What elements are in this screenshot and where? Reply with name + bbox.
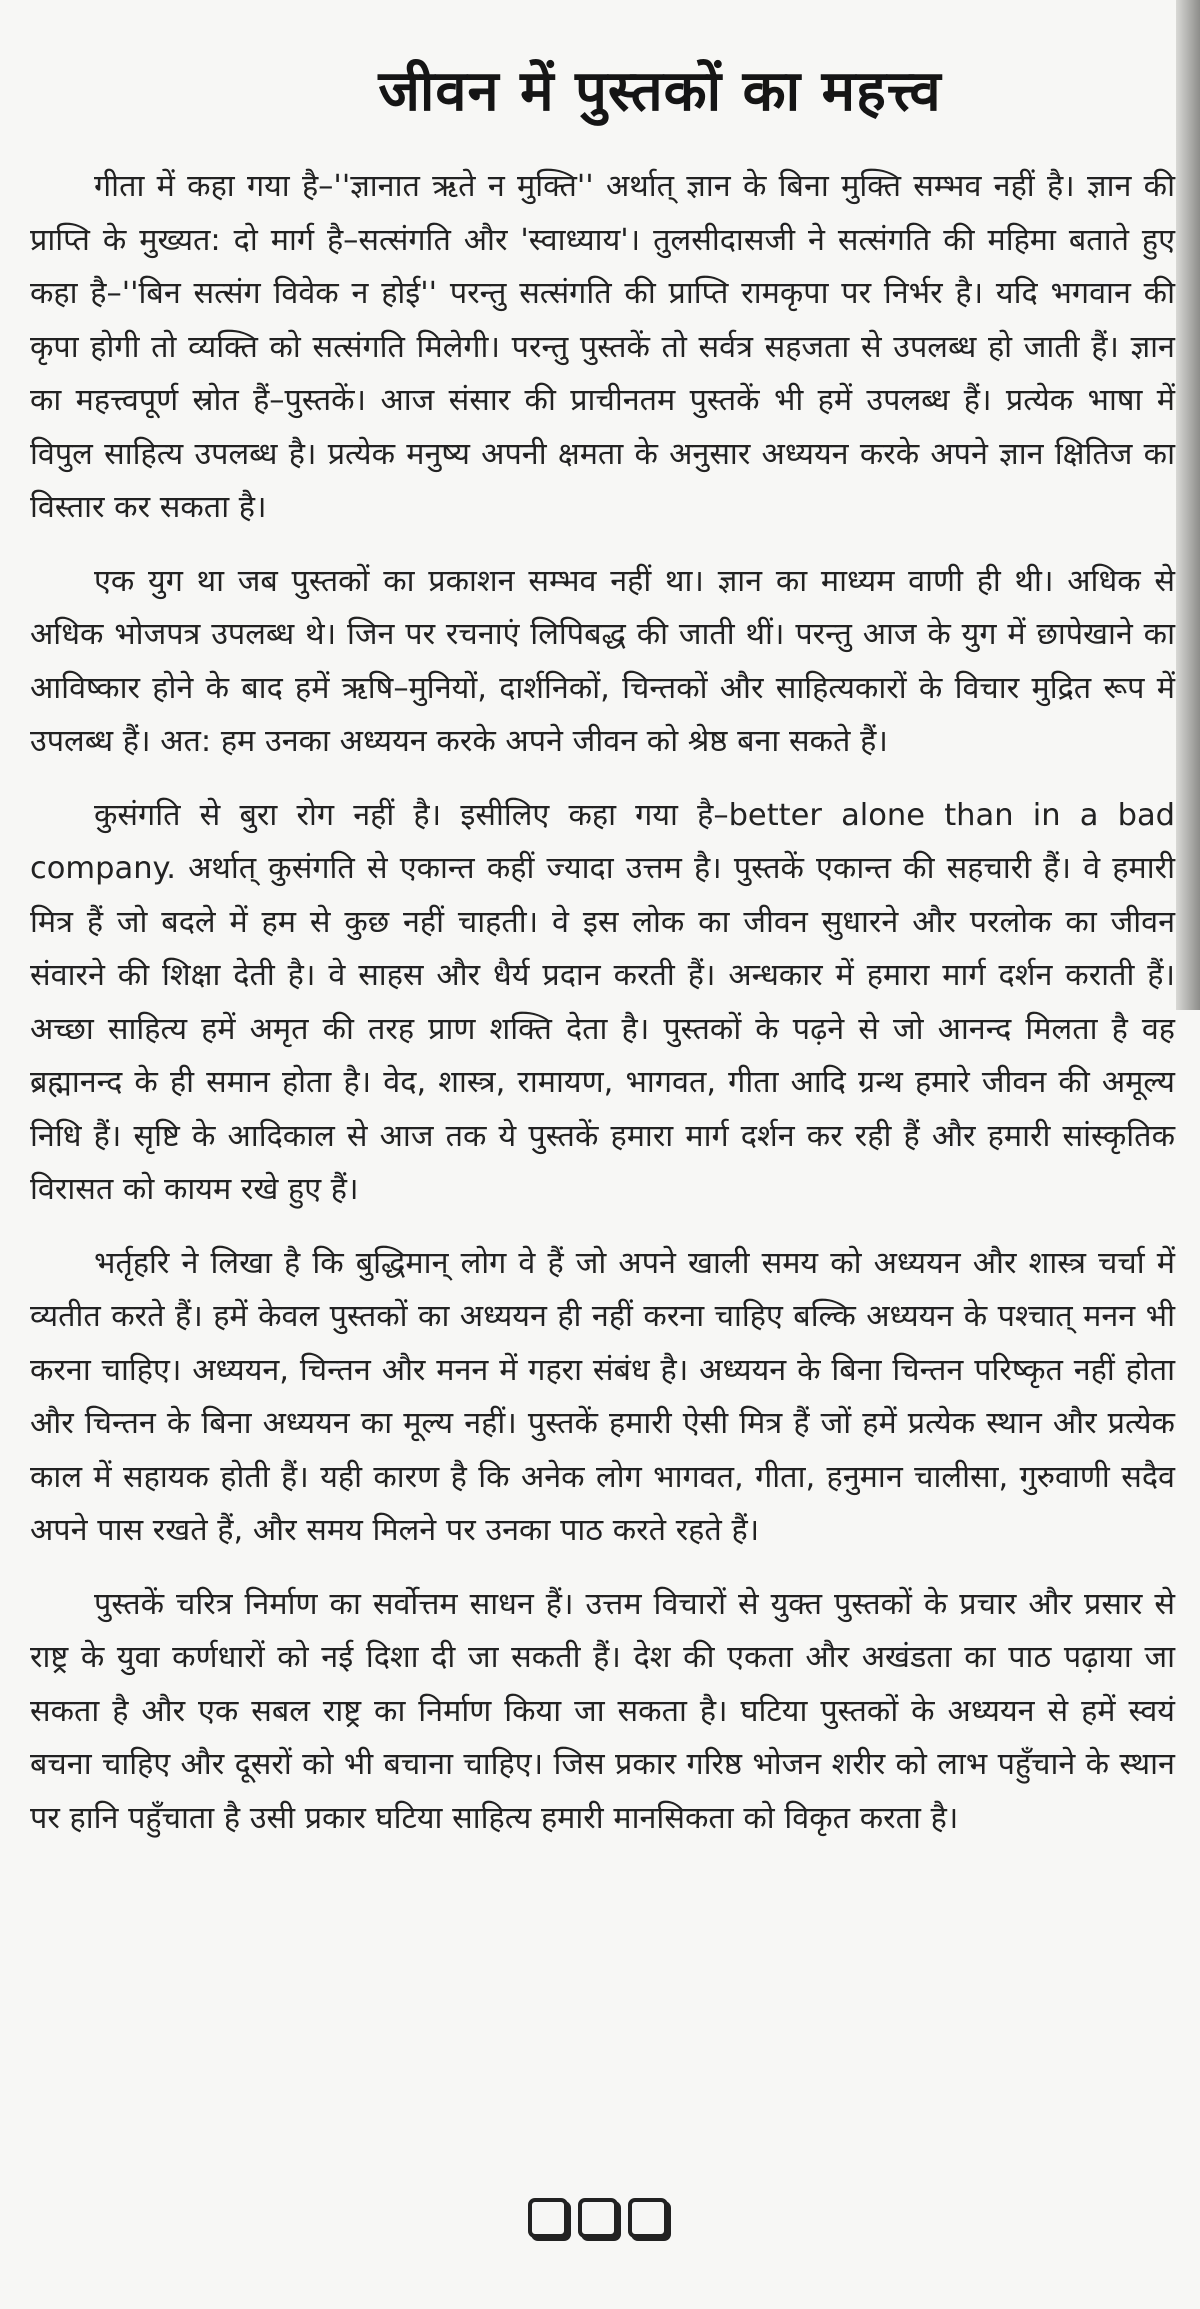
end-mark [528,2198,668,2238]
square-box-icon [578,2198,618,2238]
square-box-icon [528,2198,568,2238]
page-title: जीवन में पुस्तकों का महत्त्व [378,59,942,124]
paragraph-5: पुस्तकें चरित्र निर्माण का सर्वोत्तम साधन हैं। उत्तम विचारों से युक्त पुस्तकों के प्रचार और प्रसार से राष्ट्र के युवा कर्णधारों को नई दिशा दी जा सकती हैं। देश की एकता और अखंडता का पाठ पढ़ाया जा सकता है और एक सबल राष्ट्र का निर्माण किया जा सकता है। घटिया पुस्तकों के अध्ययन से हमें स्वयं बचना चाहिए और दूसरों को भी बचाना चाहिए। जिस प्रकार गरिष्ठ भोजन शरीर को लाभ पहुँचाने के स्थान पर हानि पहुँचाता है उसी प्रकार घटिया साहित्य हमारी मानसिकता को विकृत करता है। [30,1586,1175,1836]
paragraph-1: गीता में कहा गया है–''ज्ञानात ऋते न मुक्ति'' अर्थात् ज्ञान के बिना मुक्ति सम्भव नहीं है। ज्ञान की प्राप्ति के मुख्यत: दो मार्ग है–सत्संगति और 'स्वाध्याय'। तुलसीदासजी ने सत्संगति की महिमा बताते हुए कहा है–''बिन सत्संग विवेक न होई'' परन्तु सत्संगति की प्राप्ति रामकृपा पर निर्भर है। यदि भगवान की कृपा होगी तो व्यक्ति को सत्संगति मिलेगी। परन्तु पुस्तकें तो सर्वत्र सहजता से उपलब्ध हो जाती हैं। ज्ञान का महत्त्वपूर्ण स्रोत हैं–पुस्तकें। आज संसार की प्राचीनतम पुस्तकें भी हमें उपलब्ध हैं। प्रत्येक भाषा में विपुल साहित्य उपलब्ध है। प्रत्येक मनुष्य अपनी क्षमता के अनुसार अध्ययन करके अपने ज्ञान क्षितिज का विस्तार कर सकता है। [30,169,1175,525]
paragraph-2: एक युग था जब पुस्तकों का प्रकाशन सम्भव नहीं था। ज्ञान का माध्यम वाणी ही थी। अधिक से अधिक भोजपत्र उपलब्ध थे। जिन पर रचनाएं लिपिबद्ध की जाती थीं। परन्तु आज के युग में छापेखाने का आविष्कार होने के बाद हमें ऋषि–मुनियों, दार्शनिकों, चिन्तकों और साहित्यकारों के विचार मुद्रित रूप में उपलब्ध हैं। अत: हम उनका अध्ययन करके अपने जीवन को श्रेष्ठ बना सकते हैं। [30,563,1175,759]
square-box-icon [628,2198,668,2238]
essay-body [30,160,1175,1865]
page-edge-shadow [1176,0,1200,1010]
paragraph-3: कुसंगति से बुरा रोग नहीं है। इसीलिए कहा गया है–better alone than in a bad company. अर्थात् कुसंगति से एकान्त कहीं ज्यादा उत्तम है। पुस्तकें एकान्त की सहचारी हैं। वे हमारी मित्र हैं जो बदले में हम से कुछ नहीं चाहती। वे इस लोक का जीवन सुधारने और परलोक का जीवन संवारने की शिक्षा देती है। वे साहस और धैर्य प्रदान करती हैं। अन्धकार में हमारा मार्ग दर्शन कराती हैं। अच्छा साहित्य हमें अमृत की तरह प्राण शक्ति देता है। पुस्तकों के पढ़ने से जो आनन्द मिलता है वह ब्रह्मानन्द के ही समान होता है। वेद, शास्त्र, रामायण, भागवत, गीता आदि ग्रन्थ हमारे जीवन की अमूल्य निधि हैं। सृष्टि के आदिकाल से आज तक ये पुस्तकें हमारा मार्ग दर्शन कर रही हैं और हमारी सांस्कृतिक विरासत को कायम रखे हुए हैं। [30,797,1175,1207]
paragraph-4: भर्तृहरि ने लिखा है कि बुद्धिमान् लोग वे हैं जो अपने खाली समय को अध्ययन और शास्त्र चर्चा में व्यतीत करते हैं। हमें केवल पुस्तकों का अध्ययन ही नहीं करना चाहिए बल्कि अध्ययन के पश्चात् मनन भी करना चाहिए। अध्ययन, चिन्तन और मनन में गहरा संबंध है। अध्ययन के बिना चिन्तन परिष्कृत नहीं होता और चिन्तन के बिना अध्ययन का मूल्य नहीं। पुस्तकें हमारी ऐसी मित्र हैं जों हमें प्रत्येक स्थान और प्रत्येक काल में सहायक होती हैं। यही कारण है कि अनेक लोग भागवत, गीता, हनुमान चालीसा, गुरुवाणी सदैव अपने पास रखते हैं, और समय मिलने पर उनका पाठ करते रहते हैं। [30,1245,1175,1548]
